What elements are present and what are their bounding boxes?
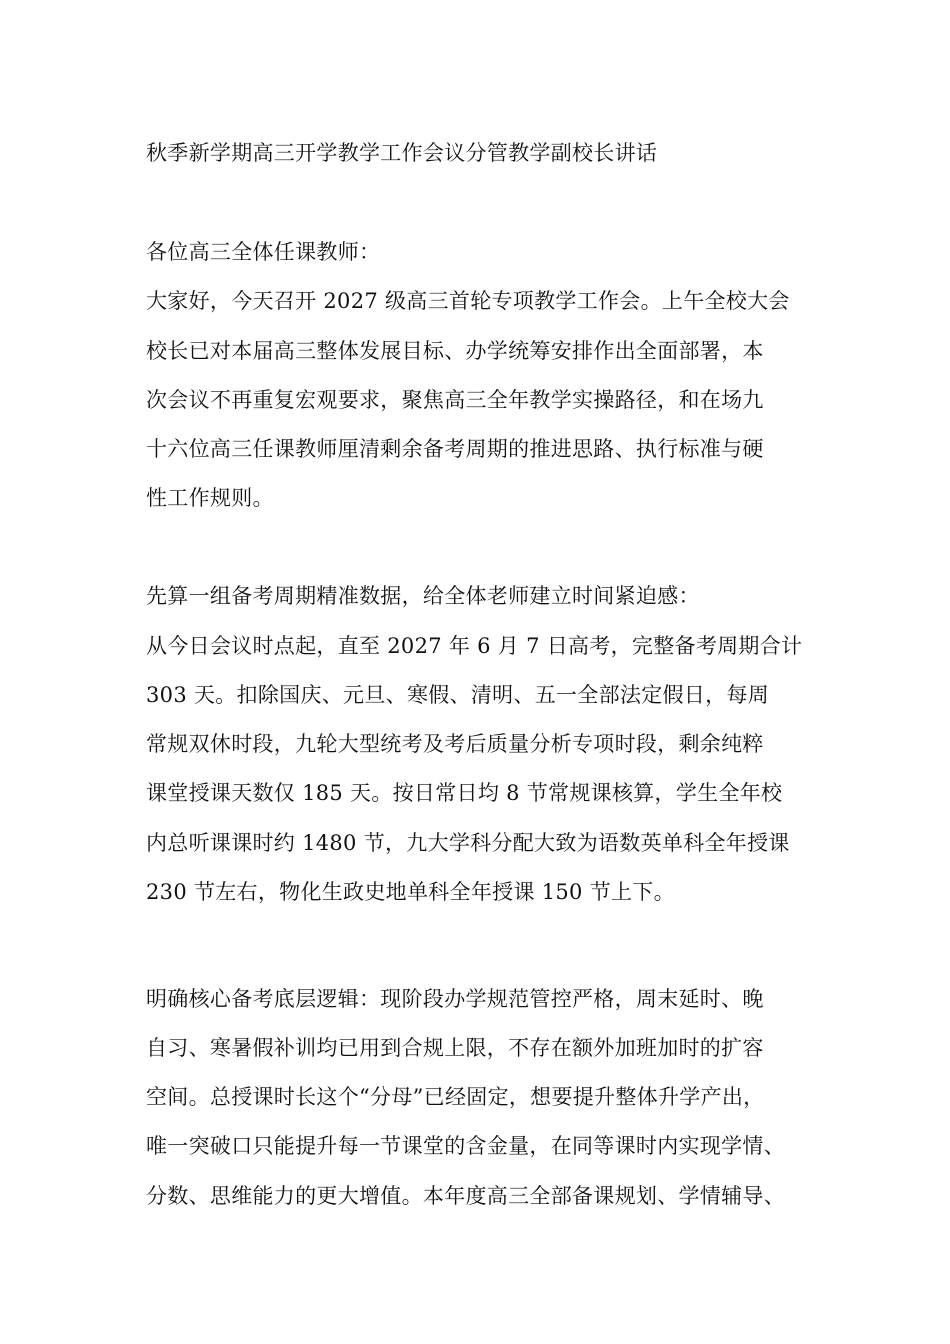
paragraph-line: 校长已对本届高三整体发展目标、办学统筹安排作出全面部署，本 — [146, 339, 764, 363]
paragraph-line: 从今日会议时点起，直至 2027 年 6 月 7 日高考，完整备考周期合计 — [146, 634, 803, 658]
paragraph-line: 内总听课课时约 1480 节，九大学科分配大致为语数英单科全年授课 — [146, 831, 790, 855]
paragraph-line: 分数、思维能力的更大增值。本年度高三全部备课规划、学情辅导、 — [146, 1184, 785, 1208]
paragraph-line: 性工作规则。 — [146, 486, 274, 510]
paragraph-line: 唯一突破口只能提升每一节课堂的含金量，在同等课时内实现学情、 — [146, 1134, 785, 1158]
paragraph-line: 230 节左右，物化生政史地单科全年授课 150 节上下。 — [146, 880, 675, 904]
paragraph-line: 明确核心备考底层逻辑：现阶段办学规范管控严格，周末延时、晚 — [146, 987, 764, 1011]
section-heading: 先算一组备考周期精准数据，给全体老师建立时间紧迫感： — [146, 584, 700, 608]
paragraph-line: 自习、寒暑假补训均已用到合规上限，不存在额外加班加时的扩容 — [146, 1036, 764, 1060]
paragraph-line: 303 天。扣除国庆、元旦、寒假、清明、五一全部法定假日，每周 — [146, 683, 770, 707]
paragraph-line: 次会议不再重复宏观要求，聚焦高三全年教学实操路径，和在场九 — [146, 388, 764, 412]
paragraph-line: 常规双休时段，九轮大型统考及考后质量分析专项时段，剩余纯粹 — [146, 732, 764, 756]
paragraph-line: 大家好，今天召开 2027 级高三首轮专项教学工作会。上午全校大会 — [146, 289, 790, 313]
paragraph-line: 十六位高三任课教师厘清剩余备考周期的推进思路、执行标准与硬 — [146, 437, 764, 461]
paragraph-line: 课堂授课天数仅 185 天。按日常日均 8 节常规课核算，学生全年校 — [146, 781, 783, 805]
paragraph-line: 空间。总授课时长这个“分母”已经固定，想要提升整体升学产出， — [146, 1085, 765, 1109]
salutation: 各位高三全体任课教师： — [146, 240, 381, 264]
document-title: 秋季新学期高三开学教学工作会议分管教学副校长讲话 — [146, 141, 658, 165]
